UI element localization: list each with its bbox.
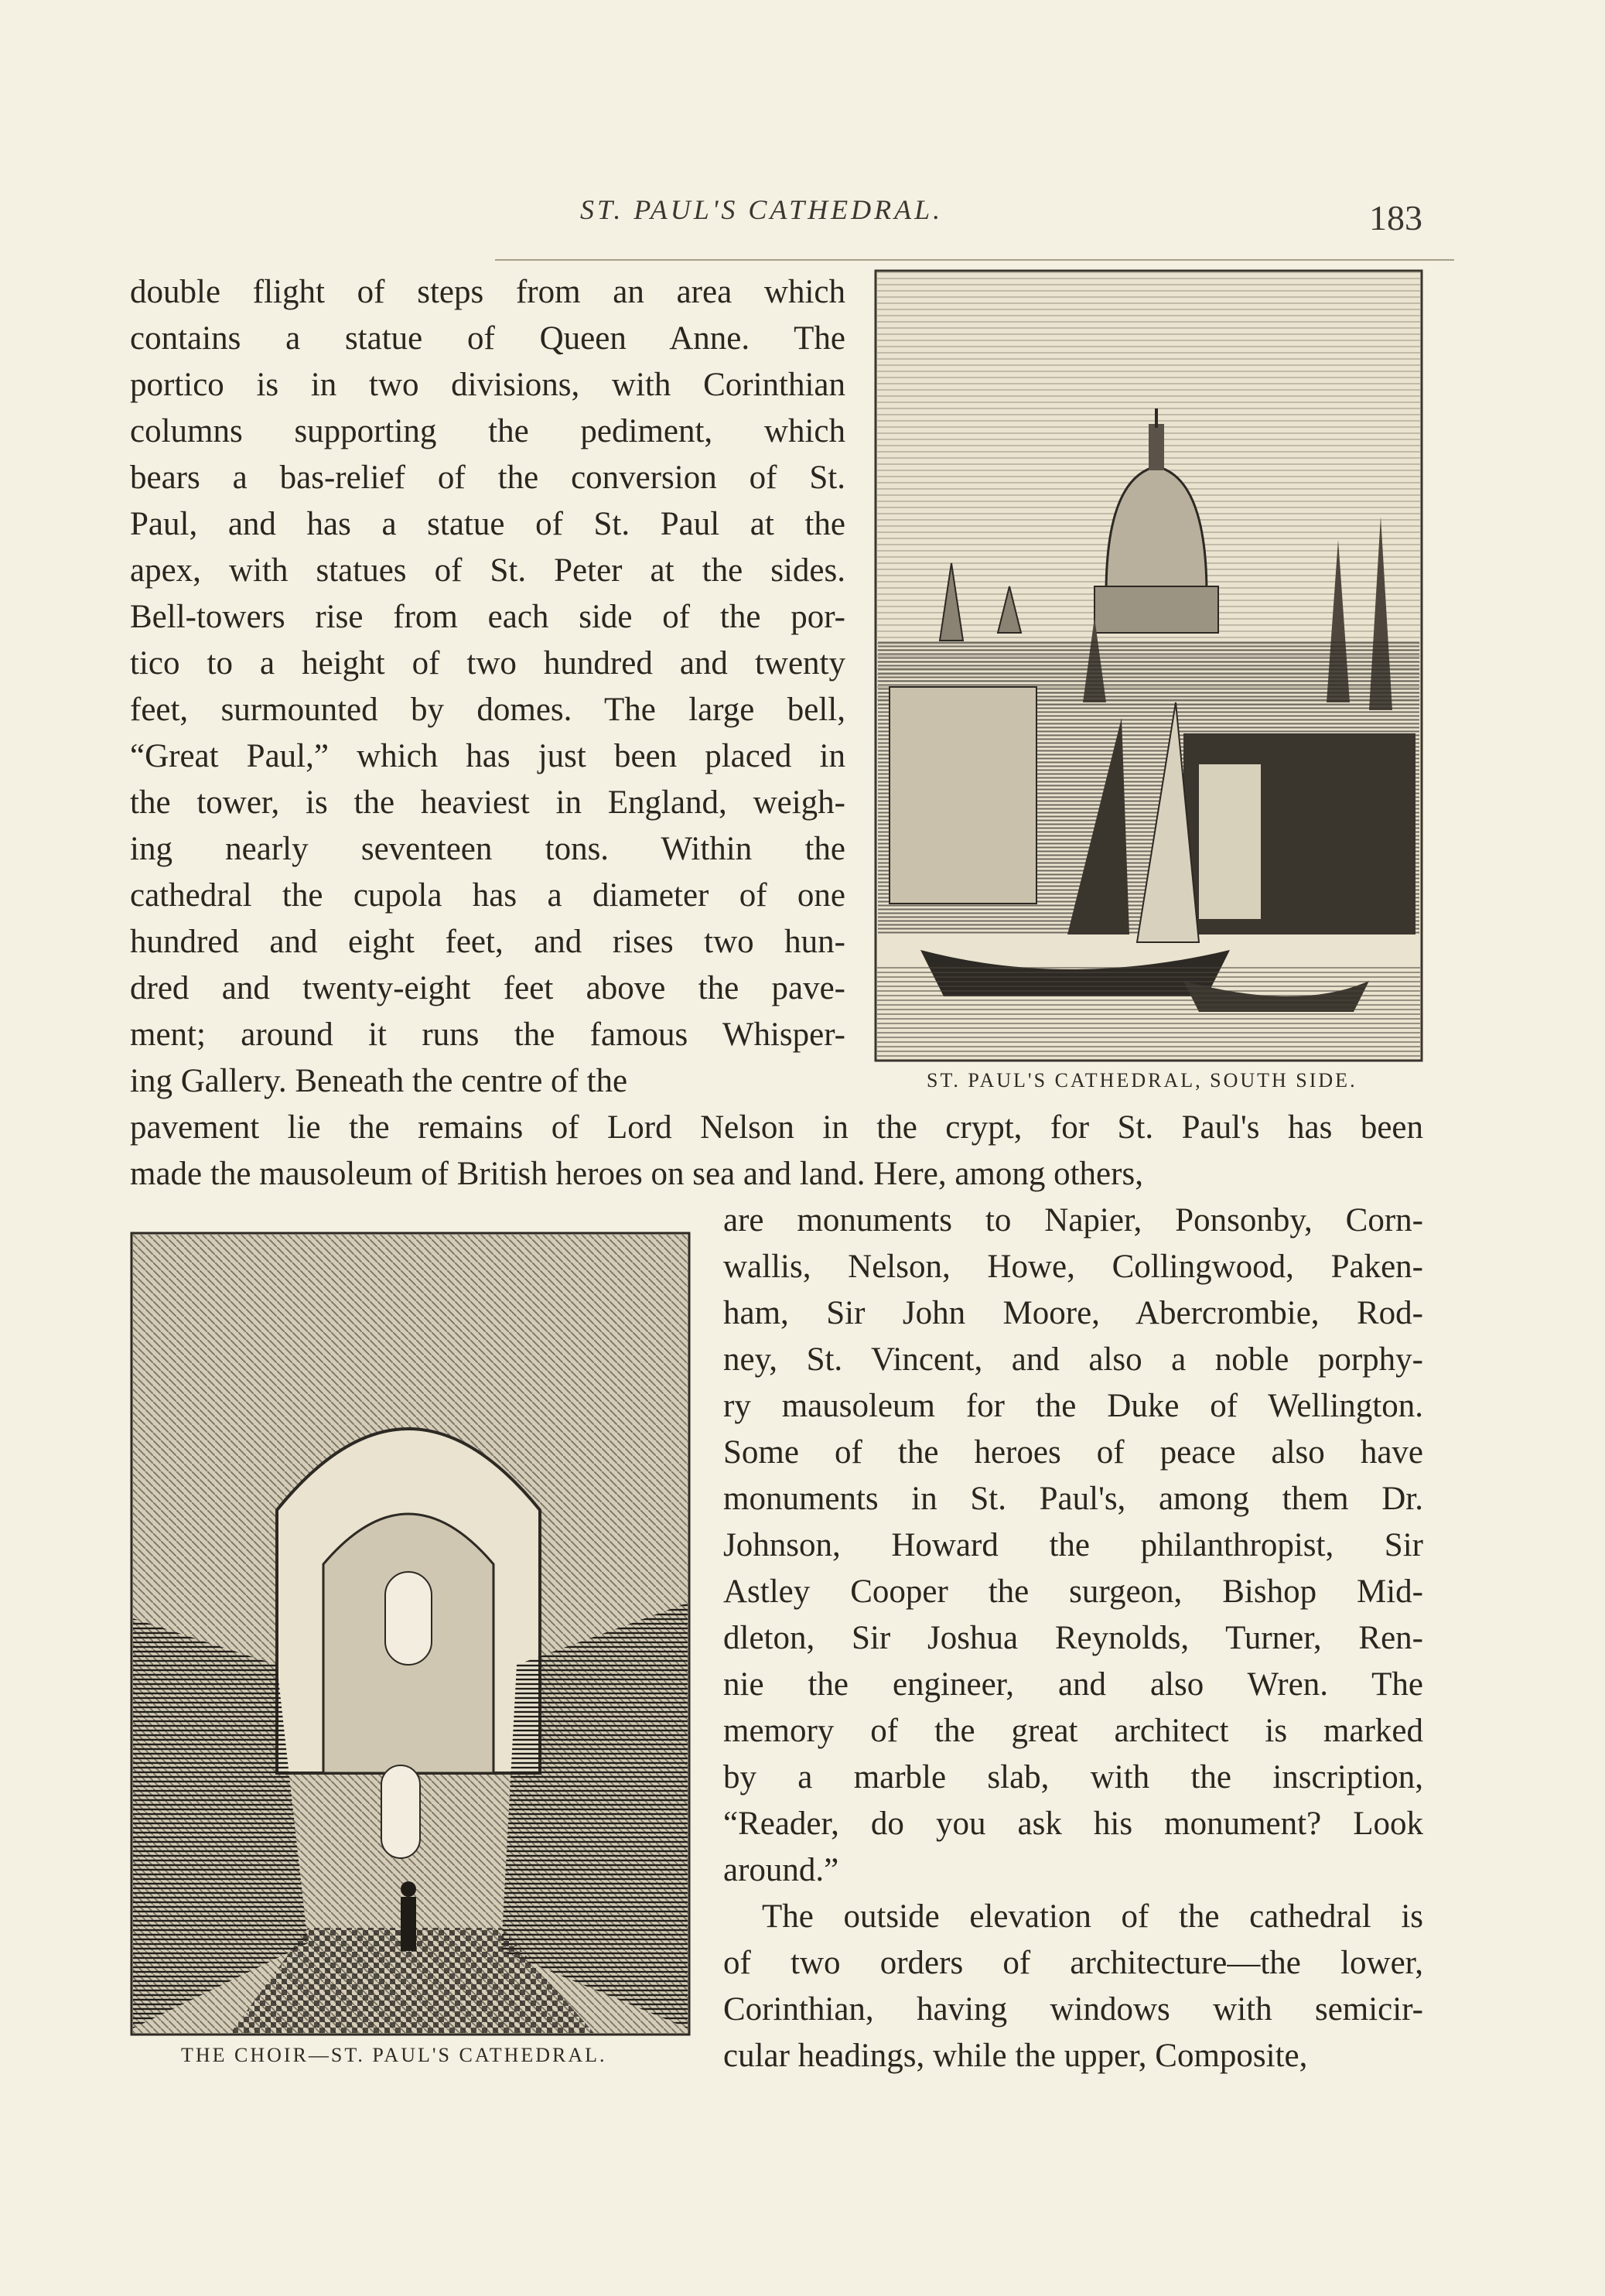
text-line: Paul, and has a statue of St. Paul at the [130, 506, 845, 542]
text-line: around.” [723, 1852, 839, 1888]
text-line: portico is in two divisions, with Corinthian [130, 367, 845, 403]
text-line: cular headings, while the upper, Composite, [723, 2038, 1308, 2074]
text-line: Astley Cooper the surgeon, Bishop Mid- [723, 1573, 1423, 1610]
text-line: ing nearly seventeen tons. Within the [130, 831, 845, 867]
cathedral-south-side-illustration [874, 269, 1423, 1062]
text-line: Bell-towers rise from each side of the por- [130, 599, 845, 635]
text-line: nie the engineer, and also Wren. The [723, 1666, 1423, 1703]
caption-choir: THE CHOIR—ST. PAUL'S CATHEDRAL. [181, 2044, 607, 2066]
text-line: tico to a height of two hundred and twenty [130, 645, 845, 682]
text-line: Corinthian, having windows with semicir- [723, 1991, 1423, 2028]
text-line: double flight of steps from an area which [130, 274, 845, 310]
text-line: ment; around it runs the famous Whisper- [130, 1016, 845, 1053]
text-line: monuments in St. Paul's, among them Dr. [723, 1481, 1423, 1517]
engraving-choir [130, 1232, 691, 2036]
running-header: ST. PAUL'S CATHEDRAL. [580, 194, 944, 225]
header-rule [495, 259, 1454, 261]
text-line: ing Gallery. Beneath the centre of the [130, 1063, 628, 1099]
text-line: contains a statue of Queen Anne. The [130, 320, 845, 357]
text-line: the tower, is the heaviest in England, weigh- [130, 784, 845, 821]
text-line: Johnson, Howard the philanthropist, Sir [723, 1527, 1423, 1563]
text-line: apex, with statues of St. Peter at the sides. [130, 552, 845, 589]
text-line: are monuments to Napier, Ponsonby, Corn- [723, 1202, 1423, 1239]
text-line: ry mausoleum for the Duke of Wellington. [723, 1388, 1423, 1424]
text-line: by a marble slab, with the inscription, [723, 1759, 1423, 1795]
text-line: columns supporting the pediment, which [130, 413, 845, 449]
text-line: hundred and eight feet, and rises two hun- [130, 924, 845, 960]
text-full-width [130, 1105, 1423, 1198]
text-line: dleton, Sir Joshua Reynolds, Turner, Ren- [723, 1620, 1423, 1656]
text-column-bottom [723, 1198, 1423, 1894]
text-line: ney, St. Vincent, and also a noble porphy- [723, 1341, 1423, 1378]
text-column-top [130, 269, 845, 1105]
text-line: wallis, Nelson, Howe, Collingwood, Paken- [723, 1249, 1423, 1285]
text-line: ham, Sir John Moore, Abercrombie, Rod- [723, 1295, 1423, 1331]
text-line: “Great Paul,” which has just been placed in [130, 738, 845, 774]
page-number: 183 [1369, 198, 1422, 237]
text-line: “Reader, do you ask his monument? Look [723, 1806, 1423, 1842]
text-line: bears a bas-relief of the conversion of St. [130, 460, 845, 496]
text-line: memory of the great architect is marked [723, 1713, 1423, 1749]
text-line: of two orders of architecture—the lower, [723, 1945, 1423, 1981]
text-line: The outside elevation of the cathedral is [762, 1898, 1423, 1935]
text-column-bottom-para2 [723, 1894, 1423, 2079]
text-line: pavement lie the remains of Lord Nelson in the crypt, for St. Paul's has been [130, 1109, 1423, 1146]
text-line: feet, surmounted by domes. The large bell, [130, 692, 845, 728]
engraving-south-side [874, 269, 1423, 1062]
text-line: cathedral the cupola has a diameter of one [130, 877, 845, 914]
caption-south-side: ST. PAUL'S CATHEDRAL, SOUTH SIDE. [927, 1069, 1357, 1092]
choir-illustration [130, 1232, 691, 2036]
text-line: Some of the heroes of peace also have [723, 1434, 1423, 1471]
text-line: made the mausoleum of British heroes on sea and land. Here, among others, [130, 1156, 1143, 1192]
text-line: dred and twenty-eight feet above the pave- [130, 970, 845, 1006]
